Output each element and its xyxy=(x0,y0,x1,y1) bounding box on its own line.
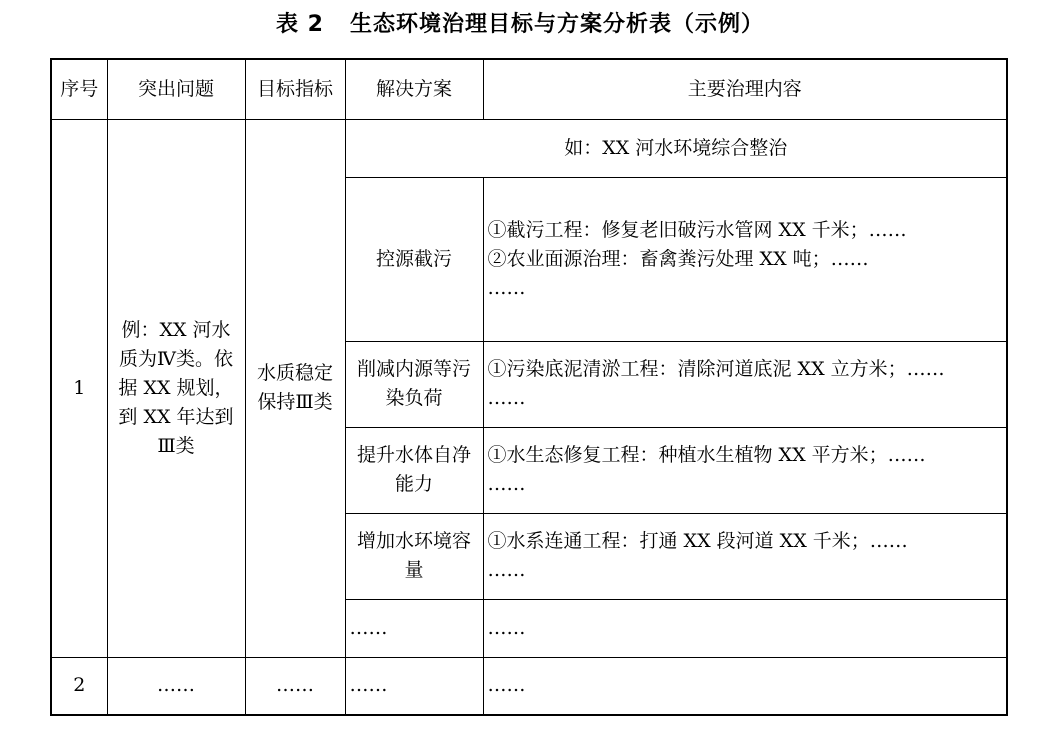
header-row xyxy=(51,59,1007,119)
plan-cell xyxy=(345,341,483,427)
row1-target xyxy=(245,119,345,657)
table-number: 表 2 xyxy=(276,12,324,37)
header-problem: 突出问题 xyxy=(107,59,245,119)
header-plan: 解决方案 xyxy=(345,59,483,119)
content-line: …… xyxy=(487,387,526,409)
content-cell xyxy=(483,177,1007,341)
table-caption xyxy=(0,10,1040,40)
row1-seq: 1 xyxy=(51,119,107,657)
row2-problem: …… xyxy=(107,657,245,715)
table-row xyxy=(51,657,1007,715)
row2-target: …… xyxy=(245,657,345,715)
content-line: ①水生态修复工程：种植水生植物 XX 平方米；…… xyxy=(487,444,926,466)
content-line: …… xyxy=(487,616,526,639)
governance-plan-table xyxy=(50,58,1008,716)
row2-content: …… xyxy=(483,657,1007,715)
header-seq: 序号 xyxy=(51,59,107,119)
row2-seq: 2 xyxy=(51,657,107,715)
content-cell xyxy=(483,427,1007,513)
table-row xyxy=(51,119,1007,177)
plan-cell xyxy=(345,513,483,599)
row1-problem xyxy=(107,119,245,657)
plan-cell xyxy=(345,427,483,513)
row1-example-heading: 如：XX 河水环境综合整治 xyxy=(345,119,1007,177)
content-line: …… xyxy=(487,473,526,495)
content-cell xyxy=(483,599,1007,657)
table-title: 生态环境治理目标与方案分析表（示例） xyxy=(349,12,764,37)
plan-text: 削减内源等污染负荷 xyxy=(356,358,471,409)
plan-text: 增加水环境容量 xyxy=(356,530,471,581)
content-line: ①污染底泥清淤工程：清除河道底泥 XX 立方米；…… xyxy=(487,358,945,380)
content-line: ②农业面源治理：畜禽粪污处理 XX 吨；…… xyxy=(487,247,869,270)
row1-problem-text: 例：XX 河水质为Ⅳ类。依据 XX 规划，到 XX 年达到Ⅲ类 xyxy=(118,318,234,457)
content-line: …… xyxy=(487,276,526,299)
content-cell xyxy=(483,513,1007,599)
plan-text: 提升水体自净能力 xyxy=(356,444,471,495)
content-cell xyxy=(483,341,1007,427)
content-line: ①截污工程：修复老旧破污水管网 XX 千米；…… xyxy=(487,218,907,241)
plan-cell: 控源截污 xyxy=(345,177,483,341)
content-line: ①水系连通工程：打通 XX 段河道 XX 千米；…… xyxy=(487,530,908,552)
row1-target-text: 水质稳定保持Ⅲ类 xyxy=(256,362,333,413)
plan-cell: …… xyxy=(345,599,483,657)
content-line: …… xyxy=(487,559,526,581)
row2-plan: …… xyxy=(345,657,483,715)
header-target: 目标指标 xyxy=(245,59,345,119)
header-content: 主要治理内容 xyxy=(483,59,1007,119)
